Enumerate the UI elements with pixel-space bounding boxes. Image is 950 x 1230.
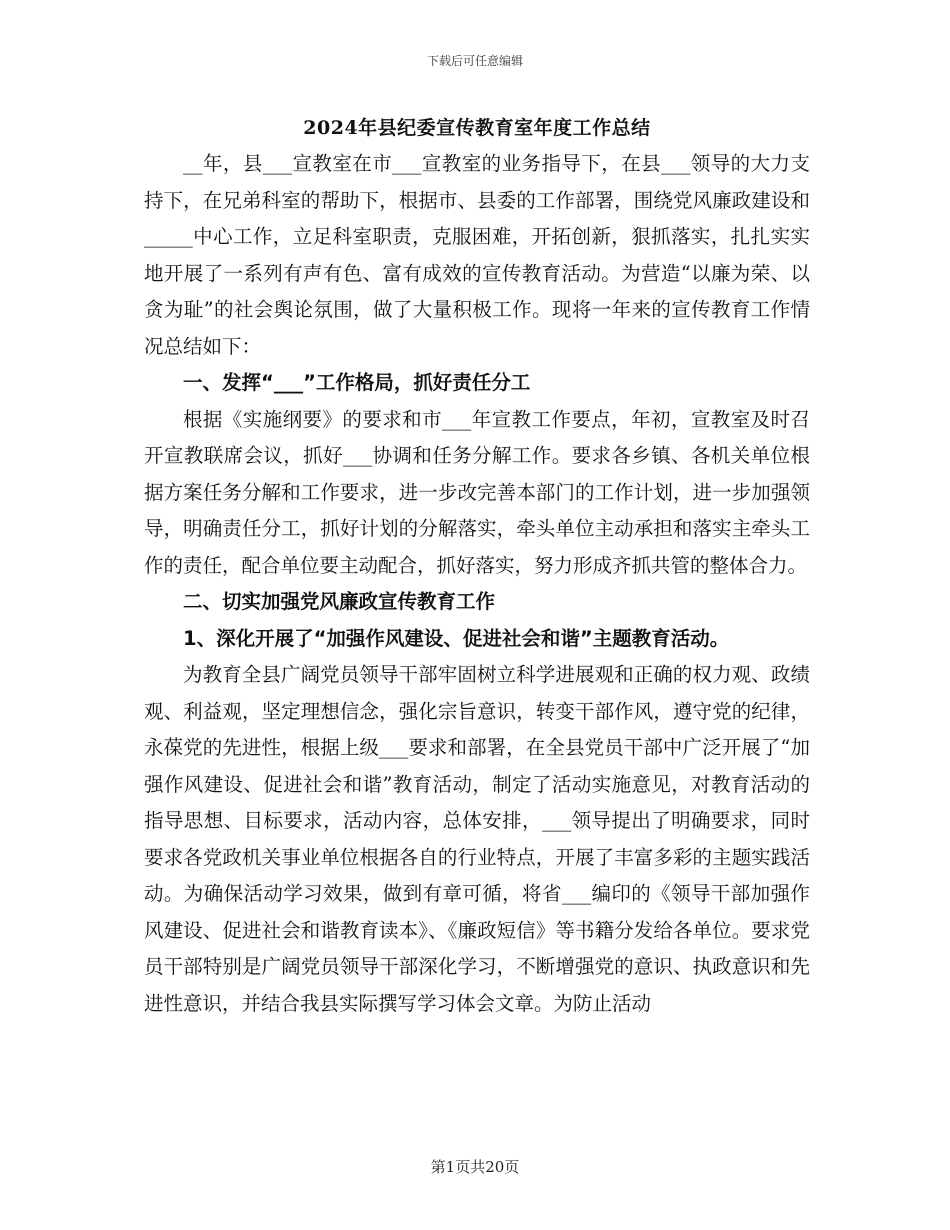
page-number: 第1页共20页: [430, 1158, 520, 1176]
section-2-heading: 二、切实加强党风廉政宣传教育工作: [183, 590, 496, 613]
document-body: [144, 112, 810, 1022]
section-1-heading: 一、发挥“___”工作格局，抓好责任分工: [183, 371, 531, 394]
subsection-1-heading: 1、深化开展了“加强作风建设、促进社会和谐”主题教育活动。: [183, 626, 730, 650]
subsection-1-paragraph: 为教育全县广阔党员领导干部牢固树立科学进展观和正确的权力观、政绩观、利益观，坚定理想信念，强化宗旨意识，转变干部作风，遵守党的纪律，永葆党的先进性，根据上级___要求和部署，在全县党员干部中广泛开展了“加强作风建设、促进社会和谐”教育活动，制定了活动实施意见，对教育活动的指导思想、目标要求，活动内容，总体安排，___领导提出了明确要求，同时要求各党政机关事业单位根据各自的行业特点，开展了丰富多彩的主题实践活动。为确保活动学习效果，做到有章可循，将省___编印的《领导干部加强作风建设、促进社会和谐教育读本》、《廉政短信》等书籍分发给各单位。要求党员干部特别是广阔党员领导干部深化学习，不断增强党的意识、执政意识和先进性意识，并结合我县实际撰写学习体会文章。为防止活动: [144, 663, 810, 1015]
page-header-note: 下载后可任意编辑: [426, 54, 523, 68]
document-title: 2024年县纪委宣传教育室年度工作总结: [303, 117, 651, 139]
section-1-paragraph: 根据《实施纲要》的要求和市___年宣教工作要点，年初，宣教室及时召开宣教联席会议，抓好___协调和任务分解工作。要求各乡镇、各机关单位根据方案任务分解和工作要求，进一步改完善本部门的工作计划，进一步加强领导，明确责任分工，抓好计划的分解落实，牵头单位主动承担和落实主牵头工作的责任，配合单位要主动配合，抓好落实，努力形成齐抓共管的整体合力。: [144, 407, 810, 577]
intro-paragraph: __年，县___宣教室在市___宣教室的业务指导下，在县___领导的大力支持下，在兄弟科室的帮助下，根据市、县委的工作部署，围绕党风廉政建设和_____中心工作，立足科室职责，克服困难，开拓创新，狠抓落实，扎扎实实地开展了一系列有声有色、富有成效的宣传教育活动。为营造“以廉为荣、以贪为耻”的社会舆论氛围，做了大量积极工作。现将一年来的宣传教育工作情况总结如下：: [144, 152, 810, 358]
